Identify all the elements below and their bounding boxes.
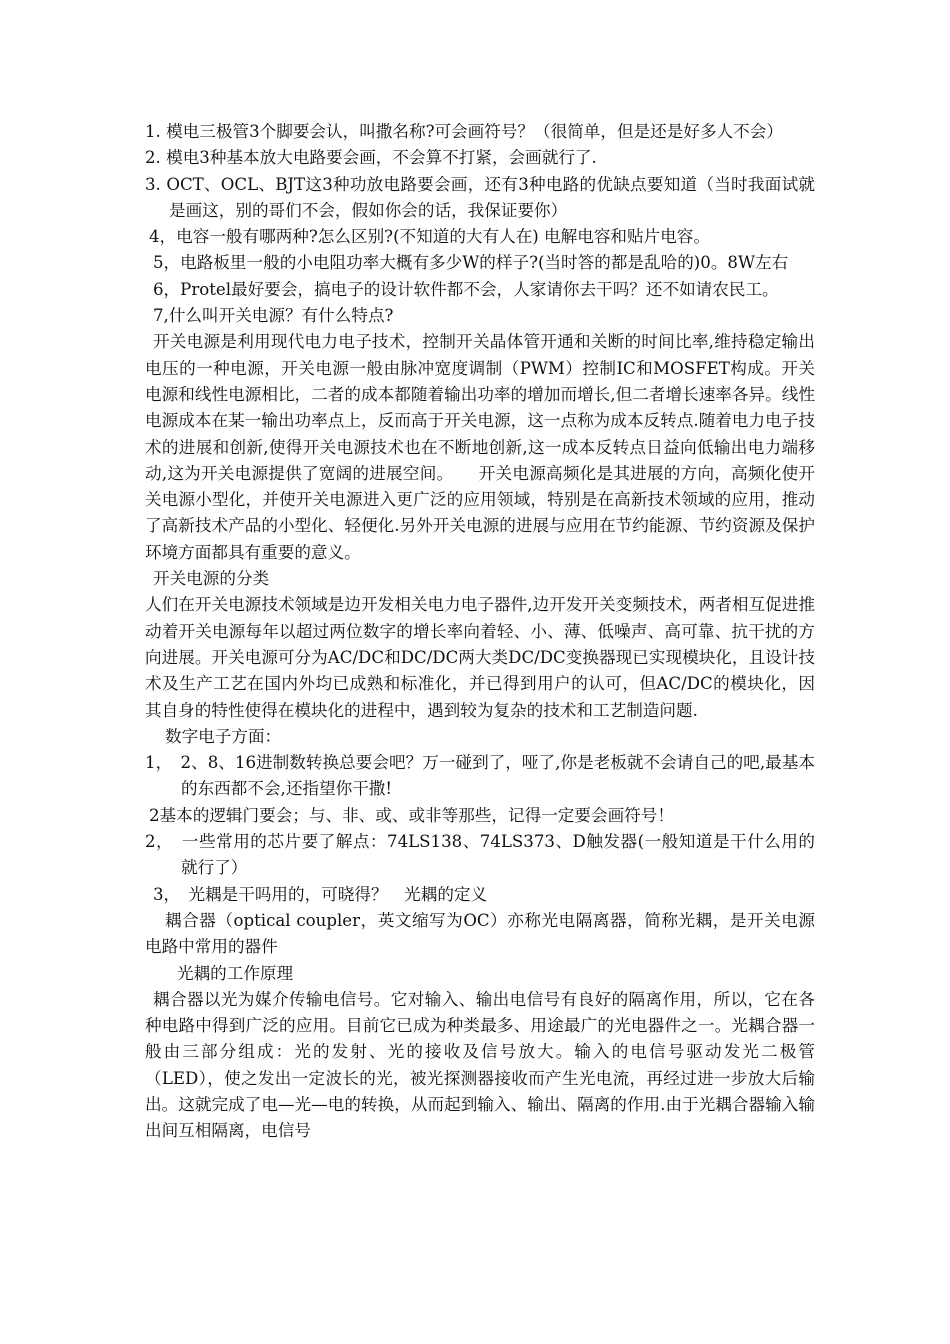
heading-digital-electronics: 数字电子方面： xyxy=(165,726,282,746)
paragraph-classification: 人们在开关电源技术领域是边开发相关电力电子器件,边开发开关变频技术，两者相互促进推动着开关电源每年以超过两位数字的增长率向着轻、小、薄、低噪声、高可靠、抗干扰的方向进展。开关电源可分为AC/DC和DC/DC两大类DC/DC变换器现已实现模块化，且设计技术及生产工艺在国内外均已成熟和标准化，并已得到用户的认可，但AC/DC的模块化，因其自身的特性使得在模块化的进程中，遇到较为复杂的技术和工艺制造问题. xyxy=(145,595,815,720)
paragraph-item-1: 1. 模电三极管3个脚要会认，叫撒名称?可会画符号？（很简单，但是还是好多人不会） xyxy=(145,122,783,141)
paragraph-item-6: 6，Protel最好要会，搞电子的设计软件都不会，人家请你去干吗？还不如请农民工。 xyxy=(153,279,779,299)
paragraph-item-7: 7,什么叫开关电源？有什么特点? xyxy=(153,306,394,326)
paragraph-digital-item-1: 1， 2、8、16进制数转换总要会吧？万一碰到了，哑了,你是老板就不会请自己的吧,最基本的东西都不会,还指望你干撒! xyxy=(145,753,815,799)
paragraph-digital-item-2b: 2， 一些常用的芯片要了解点：74LS138、74LS373、D触发器(一般知道是干什么用的就行了） xyxy=(145,832,815,878)
paragraph-item-4: 4，电容一般有哪两种?怎么区别?(不知道的大有人在) 电解电容和贴片电容。 xyxy=(149,227,710,247)
paragraph-item-3: 3. OCT、OCL、BJT这3种功放电路要会画，还有3种电路的优缺点要知道（当时我面试就是画这，别的哥们不会，假如你会的话，我保证要你） xyxy=(145,174,815,220)
document-body xyxy=(145,119,815,1145)
paragraph-optocoupler-principle: 耦合器以光为媒介传输电信号。它对输入、输出电信号有良好的隔离作用，所以，它在各种电路中得到广泛的应用。目前它已成为种类最多、用途最广的光电器件之一。光耦合器一般由三部分组成：光的发射、光的接收及信号放大。输入的电信号驱动发光二极管（LED），使之发出一定波长的光，被光探测器接收而产生光电流，再经过进一步放大后输出。这就完成了电—光—电的转换，从而起到输入、输出、隔离的作用.由于光耦合器输入输出间互相隔离，电信号 xyxy=(145,989,815,1141)
paragraph-item-2: 2. 模电3种基本放大电路要会画，不会算不打紧，会画就行了. xyxy=(145,148,597,168)
paragraph-digital-item-3: 3， 光耦是干吗用的，可晓得？ 光耦的定义 xyxy=(153,884,488,904)
paragraph-switching-power-supply: 开关电源是利用现代电力电子技术，控制开关晶体管开通和关断的时间比率,维持稳定输出电压的一种电源，开关电源一般由脉冲宽度调制（PWM）控制IC和MOSFET构成。开关电源和线性电源相比，二者的成本都随着输出功率的增加而增长,但二者增长速率各异。线性电源成本在某一输出功率点上，反而高于开关电源，这一点称为成本反转点.随着电力电子技术的进展和创新,使得开关电源技术也在不断地创新,这一成本反转点日益向低输出电力端移动,这为开关电源提供了宽阔的进展空间。 开关电源高频化是其进展的方向，高频化使开关电源小型化，并使开关电源进入更广泛的应用领域，特别是在高新技术领域的应用，推动了高新技术产品的小型化、轻便化.另外开关电源的进展与应用在节约能源、节约资源及保护环境方面都具有重要的意义。 xyxy=(145,332,815,562)
paragraph-digital-item-2a: 2基本的逻辑门要会；与、非、或、或非等那些，记得一定要会画符号！ xyxy=(149,805,674,825)
paragraph-optocoupler-definition: 耦合器（optical coupler，英文缩写为OC）亦称光电隔离器，简称光耦，是开关电源电路中常用的器件 xyxy=(145,910,815,957)
heading-switching-power-classification: 开关电源的分类 xyxy=(153,569,270,589)
paragraph-item-5: 5，电路板里一般的小电阻功率大概有多少W的样子?(当时答的都是乱哈的)0。8W左右 xyxy=(153,253,789,273)
heading-optocoupler-principle: 光耦的工作原理 xyxy=(177,963,294,983)
